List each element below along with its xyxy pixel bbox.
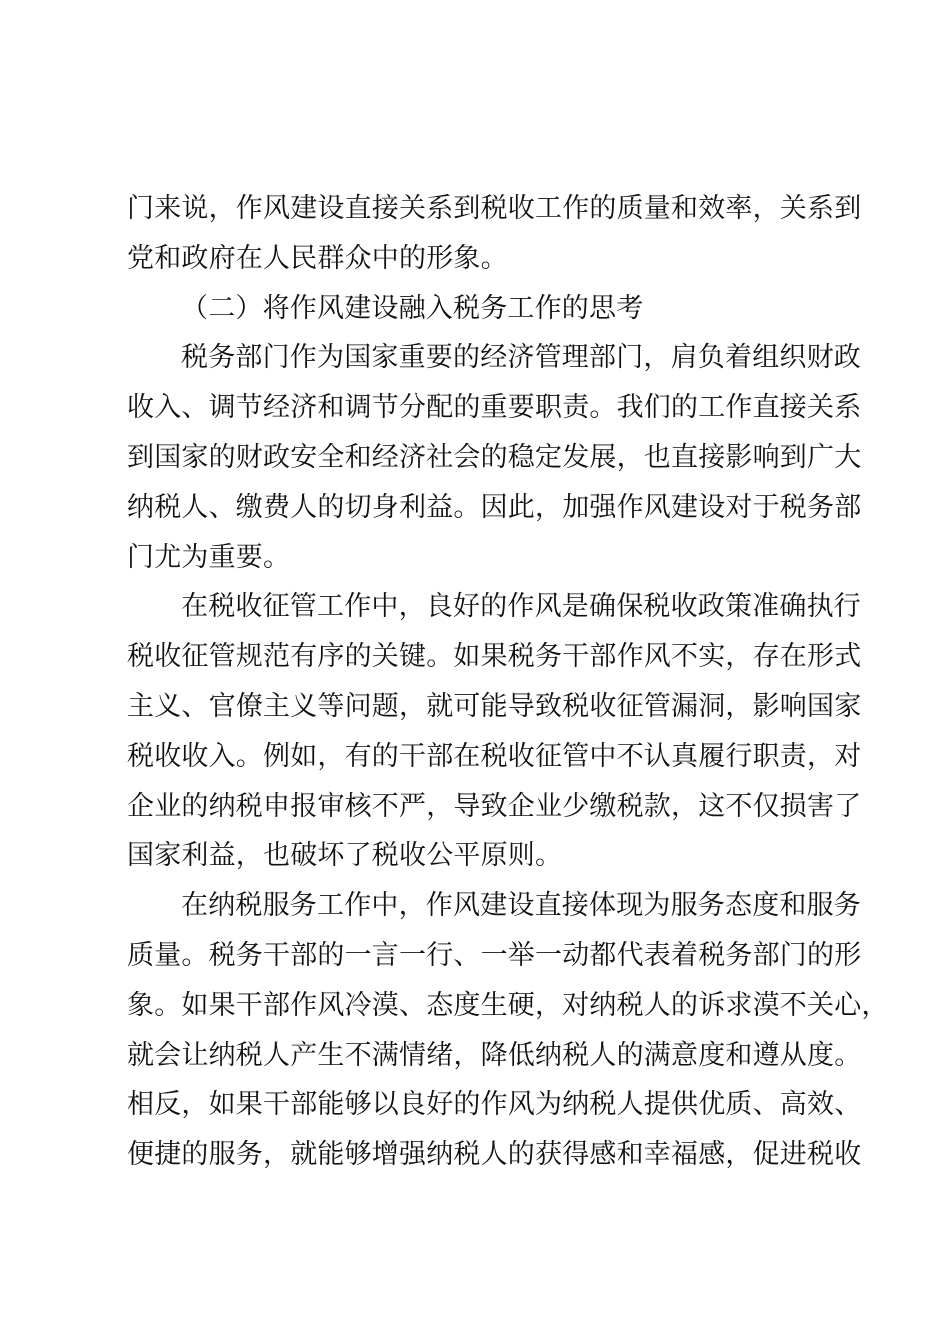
text-line: 门来说，作风建设直接关系到税收工作的质量和效率，关系到 bbox=[127, 193, 862, 224]
text-line: 党和政府在人民群众中的形象。 bbox=[127, 242, 508, 274]
text-line: 质量。税务干部的一言一行、一举一动都代表着税务部门的形 bbox=[127, 939, 862, 971]
text-line: 税收征管规范有序的关键。如果税务干部作风不实，存在形式 bbox=[127, 641, 862, 673]
body-text bbox=[127, 184, 889, 1180]
section-heading: （二）将作风建设融入税务工作的思考 bbox=[181, 292, 644, 324]
text-line: 收入、调节经济和调节分配的重要职责。我们的工作直接关系 bbox=[127, 392, 862, 424]
text-line: 主义、官僚主义等问题，就可能导致税收征管漏洞，影响国家 bbox=[127, 690, 862, 722]
text-line: 税收收入。例如，有的干部在税收征管中不认真履行职责，对 bbox=[127, 740, 862, 772]
text-line: 到国家的财政安全和经济社会的稳定发展，也直接影响到广大 bbox=[127, 441, 862, 473]
text-line: 国家利益，也破坏了税收公平原则。 bbox=[127, 840, 563, 872]
text-line: 象。如果干部作风冷漠、态度生硬，对纳税人的诉求漠不关心， bbox=[127, 989, 889, 1021]
text-line: 便捷的服务，就能够增强纳税人的获得感和幸福感，促进税收 bbox=[127, 1139, 862, 1171]
paragraph-start: 税务部门作为国家重要的经济管理部门，肩负着组织财政 bbox=[181, 342, 861, 374]
paragraph-start: 在纳税服务工作中，作风建设直接体现为服务态度和服务 bbox=[181, 890, 861, 922]
paragraph-start: 在税收征管工作中，良好的作风是确保税收政策准确执行 bbox=[181, 591, 861, 623]
text-line: 门尤为重要。 bbox=[127, 541, 291, 573]
text-line: 就会让纳税人产生不满情绪，降低纳税人的满意度和遵从度。 bbox=[127, 1039, 862, 1071]
text-line: 企业的纳税申报审核不严，导致企业少缴税款，这不仅损害了 bbox=[127, 790, 862, 822]
text-line: 相反，如果干部能够以良好的作风为纳税人提供优质、高效、 bbox=[127, 1089, 862, 1121]
text-line: 纳税人、缴费人的切身利益。因此，加强作风建设对于税务部 bbox=[127, 491, 862, 523]
